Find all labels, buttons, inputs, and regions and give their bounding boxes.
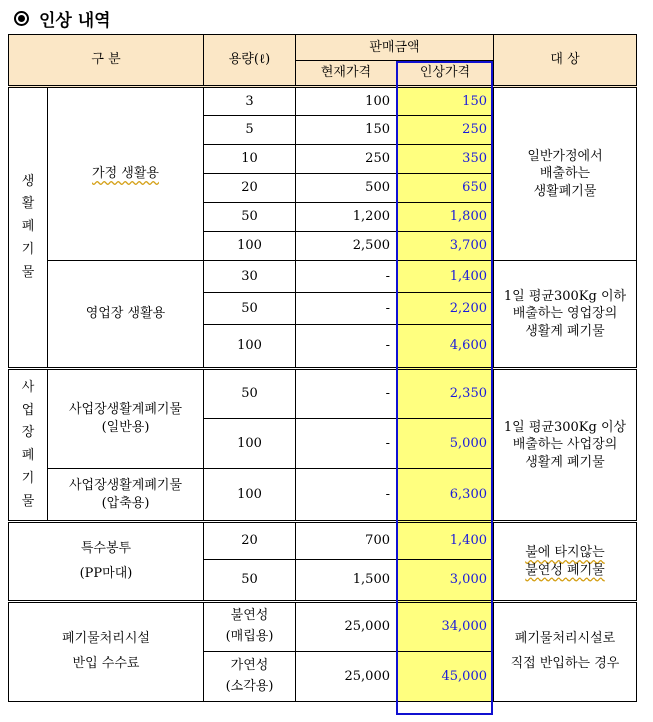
volume-cell: 5 [204, 116, 296, 145]
raised-price-cell: 4,600 [397, 325, 494, 369]
price-increase-table [8, 34, 637, 702]
volume-cell: 100 [204, 325, 296, 369]
raised-price-cell: 650 [397, 174, 494, 203]
raised-price-cell: 250 [397, 116, 494, 145]
volume-cell: 10 [204, 145, 296, 174]
current-price-cell: 25,000 [296, 652, 397, 702]
header-target: 대 상 [494, 35, 637, 87]
current-price-cell: - [296, 261, 397, 293]
raised-price-cell: 6,300 [397, 469, 494, 522]
current-price-cell: 1,200 [296, 203, 397, 232]
current-price-cell: - [296, 469, 397, 522]
raised-price-cell: 34,000 [397, 602, 494, 652]
raised-price-cell: 3,700 [397, 232, 494, 261]
volume-cell: 50 [204, 293, 296, 325]
raised-price-cell: 2,350 [397, 369, 494, 419]
volume-cell: 100 [204, 469, 296, 522]
header-raised-price: 인상가격 [397, 61, 494, 87]
section-life-waste: 생 활 폐 기 물 [9, 87, 48, 369]
raised-price-cell: 150 [397, 87, 494, 116]
raised-price-cell: 1,400 [397, 522, 494, 560]
raised-price-cell: 5,000 [397, 419, 494, 469]
current-price-cell: - [296, 293, 397, 325]
office-label: 영업장 생활용 [48, 261, 204, 369]
volume-cell: 가연성 (소각용) [204, 652, 296, 702]
header-current-price: 현재가격 [296, 61, 397, 87]
current-price-cell: - [296, 369, 397, 419]
current-price-cell: 700 [296, 522, 397, 560]
current-price-cell: 25,000 [296, 602, 397, 652]
volume-cell: 불연성 (매립용) [204, 602, 296, 652]
section-title [14, 6, 111, 30]
office-target-text: 1일 평균300Kg 이하 배출하는 영업장의 생활계 폐기물 [503, 288, 627, 339]
household-target: 일반가정에서 배출하는 생활폐기물 [494, 87, 637, 261]
section-business-waste: 사 업 장 폐 기 물 [9, 369, 48, 522]
volume-cell: 20 [204, 522, 296, 560]
business-general-label: 사업장생활계폐기물 (일반용) [48, 369, 204, 469]
current-price-cell: 500 [296, 174, 397, 203]
volume-cell: 20 [204, 174, 296, 203]
current-price-cell: - [296, 419, 397, 469]
current-price-cell: 2,500 [296, 232, 397, 261]
raised-price-cell: 2,200 [397, 293, 494, 325]
business-target: 1일 평균300Kg 이상 배출하는 사업장의 생활계 폐기물 [494, 369, 637, 522]
section-title-text: 인상 내역 [39, 10, 111, 31]
special-bag-target-text: 불에 타지않는 불연성 폐기물 [525, 544, 605, 578]
current-price-cell: - [296, 325, 397, 369]
volume-cell: 100 [204, 232, 296, 261]
raised-price-cell: 1,400 [397, 261, 494, 293]
special-bag-label: 특수봉투 (PP마대) [9, 522, 204, 602]
volume-cell: 50 [204, 560, 296, 602]
raised-price-cell: 350 [397, 145, 494, 174]
volume-cell: 100 [204, 419, 296, 469]
facility-label: 폐기물처리시설 반입 수수료 [9, 602, 204, 702]
raised-price-cell: 3,000 [397, 560, 494, 602]
raised-price-cell: 1,800 [397, 203, 494, 232]
household-label-text: 가정 생활용 [92, 166, 159, 182]
header-volume: 용량(ℓ) [204, 35, 296, 87]
volume-cell: 3 [204, 87, 296, 116]
current-price-cell: 1,500 [296, 560, 397, 602]
current-price-cell: 150 [296, 116, 397, 145]
volume-cell: 50 [204, 369, 296, 419]
volume-cell: 30 [204, 261, 296, 293]
raised-price-cell: 45,000 [397, 652, 494, 702]
header-price: 판매금액 [296, 35, 494, 61]
volume-cell: 50 [204, 203, 296, 232]
office-target [494, 261, 637, 369]
facility-target: 폐기물처리시설로 직접 반입하는 경우 [494, 602, 637, 702]
header-category: 구 분 [9, 35, 204, 87]
current-price-cell: 250 [296, 145, 397, 174]
business-compress-label: 사업장생활계폐기물 (압축용) [48, 469, 204, 522]
bullet-icon [14, 11, 29, 26]
household-label [48, 87, 204, 261]
special-bag-target [494, 522, 637, 602]
current-price-cell: 100 [296, 87, 397, 116]
